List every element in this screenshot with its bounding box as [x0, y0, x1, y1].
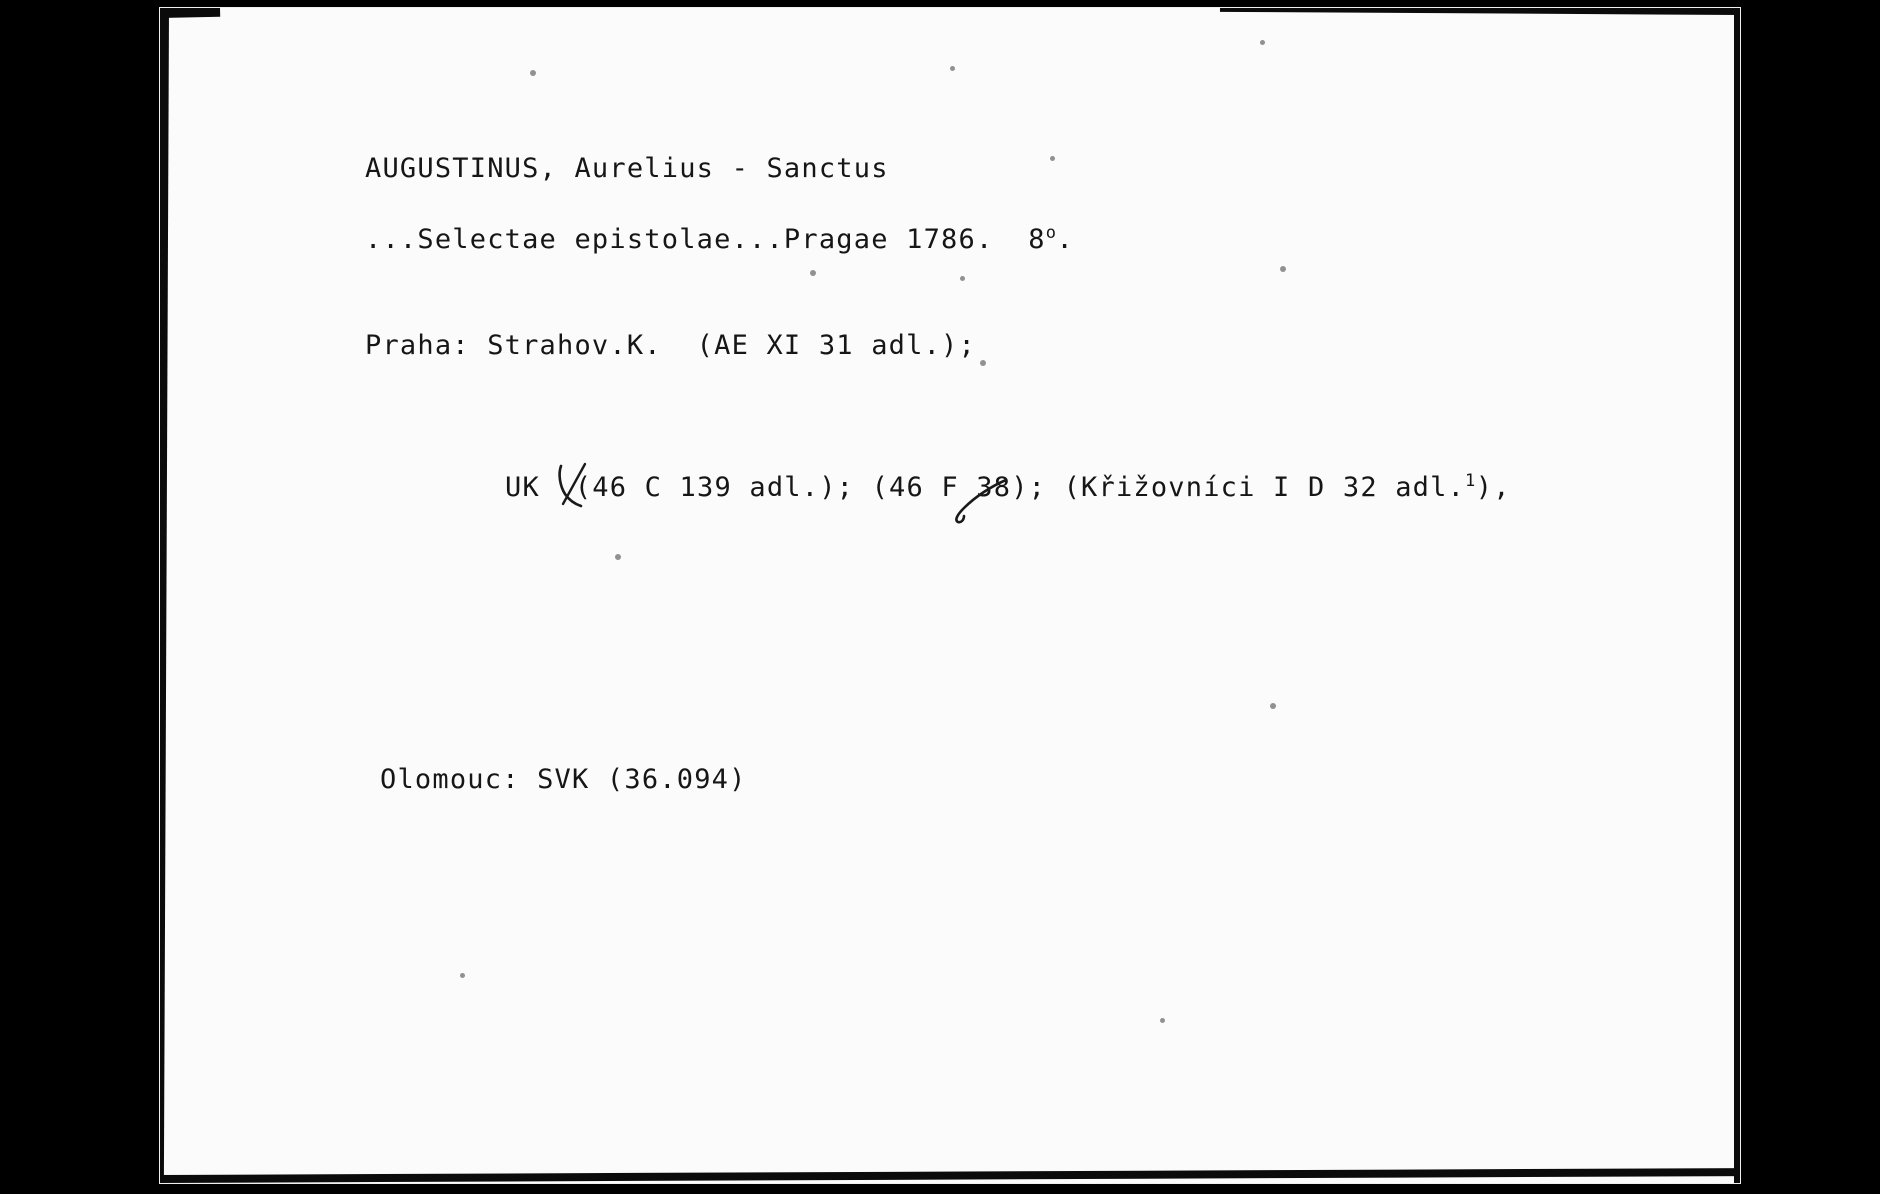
- holding-olomouc-svk: Olomouc: SVK (36.094): [380, 764, 747, 795]
- entry-title-text: ...Selectae epistolae...Pragae 1786. 8: [365, 224, 1046, 255]
- entry-title-line: [365, 223, 1074, 255]
- holding-uk-footnote-superscript: 1: [1465, 471, 1476, 491]
- holding-uk-terminator: ),: [1475, 472, 1511, 503]
- entry-title-format-superscript: o: [1045, 223, 1057, 243]
- entry-author-heading: AUGUSTINUS, Aurelius - Sanctus: [365, 153, 889, 184]
- catalogue-card: [160, 8, 1740, 1183]
- typescript-text-block: [160, 8, 1740, 1183]
- holding-uk-line: [505, 471, 1511, 503]
- entry-title-terminator: .: [1056, 224, 1074, 255]
- holding-uk-text: UK (46 C 139 adl.); (46 F 38); (Křižovníci I D 32 adl.: [505, 472, 1466, 503]
- holding-praha-strahov: Praha: Strahov.K. (AE XI 31 adl.);: [365, 330, 976, 361]
